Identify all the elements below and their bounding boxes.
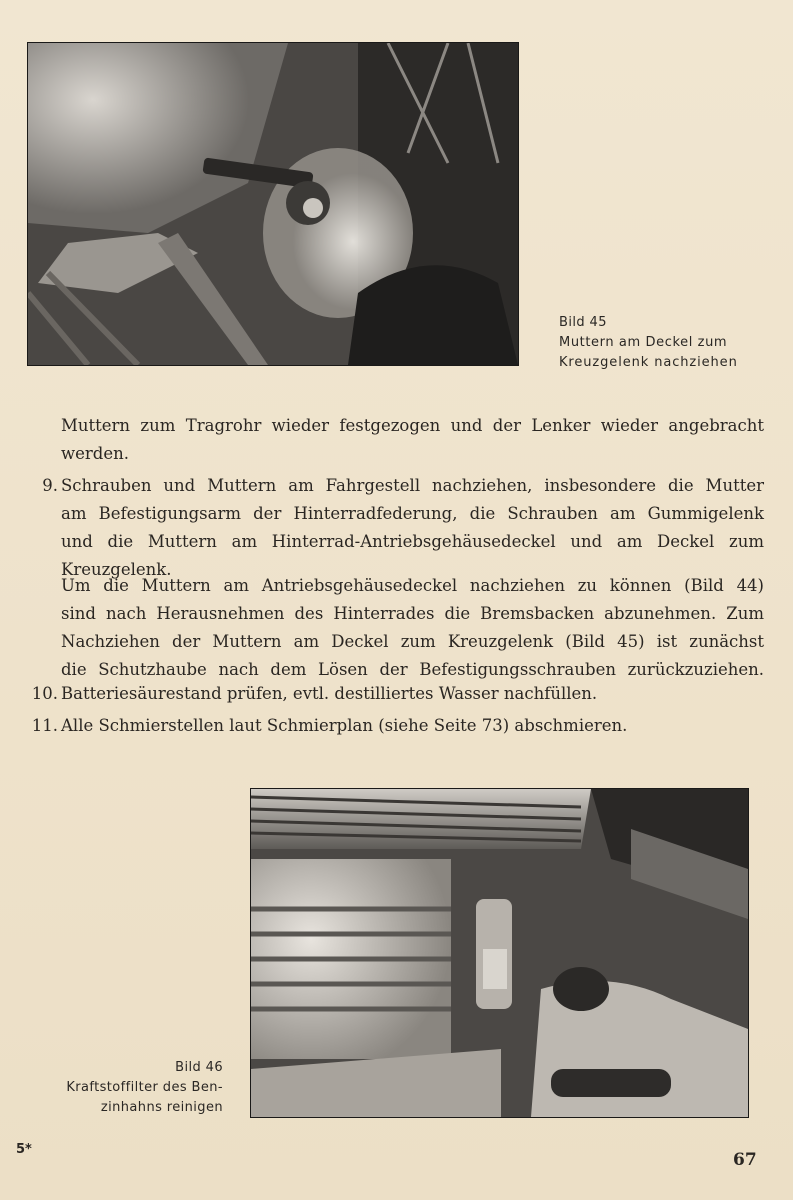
page-number: 67 (733, 1150, 757, 1170)
text-line: Batteriesäurestand prüfen, evtl. destilliertes Wasser nachfüllen. (61, 684, 598, 703)
item-10-paragraph (61, 680, 764, 708)
item-10-number: 10. (31, 684, 58, 703)
text-line: Nachziehen der Muttern am Deckel zum Kreuzgelenk (Bild 45) ist zunächst (61, 632, 764, 651)
figure-46-caption-line-2: zinhahns reinigen (100, 1100, 223, 1115)
item-11-number: 11. (31, 716, 58, 735)
figure-46-caption (20, 1058, 223, 1118)
text-line: Alle Schmierstellen laut Schmierplan (siehe Seite 73) abschmieren. (61, 716, 628, 735)
text-line: Schrauben und Muttern am Fahrgestell nachziehen, insbesondere die Mutter (61, 476, 764, 495)
item-11-paragraph (61, 712, 764, 740)
text-line: und die Muttern am Hinterrad-Antriebsgehäusedeckel und am Deckel zum (61, 532, 764, 551)
figure-46-photo (250, 788, 749, 1118)
item-9-paragraph (61, 472, 764, 584)
item-9-number: 9. (42, 476, 58, 495)
signature-mark: 5* (16, 1142, 32, 1157)
figure-45-label: Bild 45 (559, 315, 607, 330)
figure-46-caption-line-1: Kraftstoffilter des Ben- (66, 1080, 223, 1095)
figure-45-caption-line-1: Muttern am Deckel zum (559, 335, 728, 350)
continuation-paragraph (61, 412, 764, 468)
text-line: Kreuzgelenk. (61, 560, 172, 579)
text-line: am Befestigungsarm der Hinterradfederung, die Schrauben am Gummigelenk (61, 504, 764, 523)
text-line: werden. (61, 444, 129, 463)
text-line: sind nach Herausnehmen des Hinterrades die Bremsbacken abzunehmen. Zum (61, 604, 764, 623)
figure-45-caption-line-2: Kreuzgelenk nachziehen (559, 355, 738, 370)
figure-46-label: Bild 46 (175, 1060, 223, 1075)
text-line: Um die Muttern am Antriebsgehäusedeckel nachziehen zu können (Bild 44) (61, 576, 764, 595)
item-9-subparagraph (61, 572, 764, 684)
text-line: Muttern zum Tragrohr wieder festgezogen und der Lenker wieder angebracht (61, 416, 764, 435)
text-line: die Schutzhaube nach dem Lösen der Befestigungsschrauben zurückzuziehen. (61, 660, 764, 679)
